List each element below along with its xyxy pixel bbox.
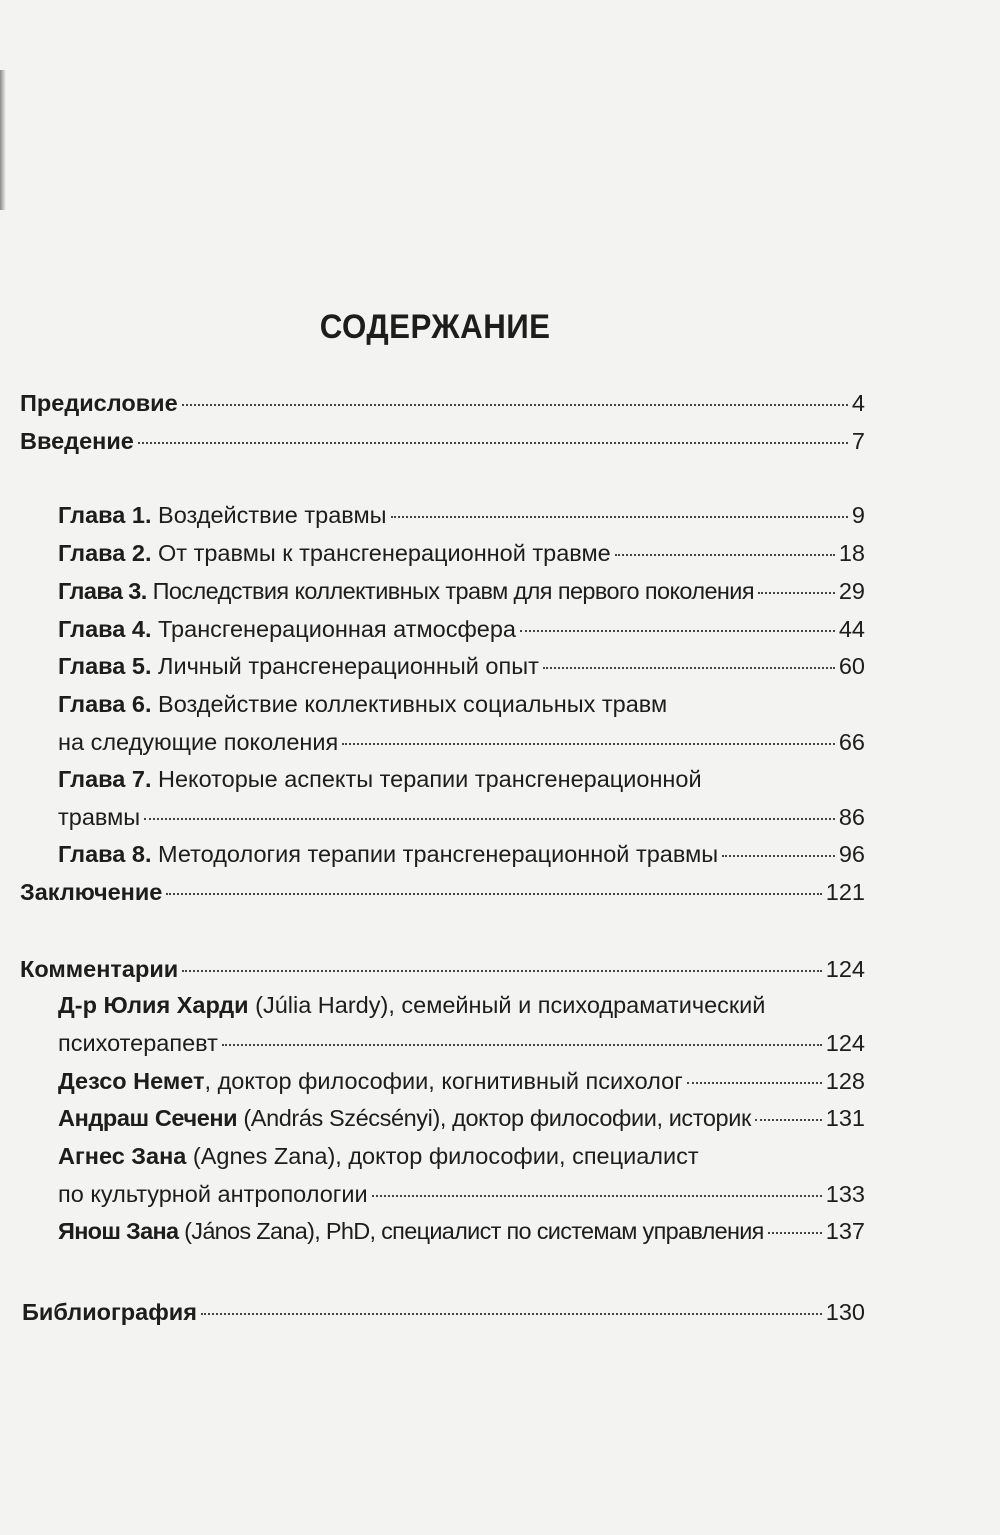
dot-leader	[342, 743, 835, 745]
entry-title: Предисловие	[20, 390, 178, 416]
entry-title: Методология терапии трансгенерационной травмы	[158, 841, 719, 867]
page-number: 133	[825, 1181, 865, 1207]
dot-leader	[138, 442, 848, 444]
page-number: 121	[825, 879, 865, 905]
author-name: Агнес Зана	[58, 1143, 187, 1169]
dot-leader	[182, 404, 848, 406]
author-name: Дезсо Немет	[58, 1068, 205, 1094]
toc-entry-bibliography[interactable]	[22, 1297, 865, 1335]
toc-entry-chapter-8[interactable]	[58, 839, 865, 877]
author-name: Янош Зана	[58, 1218, 179, 1244]
entry-title: (János Zana), PhD, специалист по системам управления	[178, 1218, 764, 1244]
chapter-label: Глава 7.	[58, 766, 152, 792]
page-number: 9	[851, 502, 865, 528]
toc-entry-chapter-4[interactable]	[58, 614, 865, 652]
entry-title: От травмы к трансгенерационной травме	[158, 540, 611, 566]
toc-entry-comment-secheni[interactable]	[58, 1103, 865, 1141]
toc-entry-preface[interactable]	[20, 388, 865, 426]
dot-leader	[768, 1232, 822, 1234]
entry-title: Введение	[20, 428, 134, 454]
entry-title-line-1: (Agnes Zana), доктор философии, специалист	[186, 1143, 699, 1169]
toc-entry-comment-agnes-zana[interactable]	[58, 1141, 865, 1217]
dot-leader	[391, 516, 848, 518]
entry-title: Библиография	[22, 1299, 197, 1325]
chapter-label: Глава 5.	[58, 653, 152, 679]
chapter-label: Глава 8.	[58, 841, 152, 867]
toc-entry-comment-nemet[interactable]	[58, 1066, 865, 1104]
dot-leader	[201, 1313, 822, 1315]
page-title: СОДЕРЖАНИЕ	[319, 308, 551, 346]
toc-entry-introduction[interactable]	[20, 426, 865, 464]
entry-title-line-1: Воздействие коллективных социальных травм	[158, 691, 668, 717]
entry-title: Комментарии	[20, 956, 179, 982]
dot-leader	[144, 818, 835, 820]
page-number: 86	[838, 804, 865, 830]
chapter-label: Глава 4.	[58, 616, 152, 642]
dot-leader	[222, 1044, 822, 1046]
entry-title-line-2: травмы	[58, 804, 141, 830]
page-number: 131	[825, 1105, 865, 1131]
entry-title-line-1: (Júlia Hardy), семейный и психодраматический	[248, 992, 766, 1018]
chapter-label: Глава 3.	[58, 578, 147, 604]
chapter-label: Глава 2.	[58, 540, 152, 566]
toc-entry-chapter-3[interactable]	[58, 576, 865, 614]
entry-title: Воздействие травмы	[158, 502, 387, 528]
page-number: 137	[825, 1218, 865, 1244]
toc-entry-comment-hardy[interactable]	[58, 990, 865, 1066]
page-number: 96	[838, 841, 865, 867]
toc-entry-comment-janos-zana[interactable]	[58, 1216, 865, 1254]
dot-leader	[372, 1195, 822, 1197]
page-number: 60	[838, 653, 865, 679]
page-number: 29	[838, 578, 865, 604]
dot-leader	[758, 592, 835, 594]
entry-title: Заключение	[20, 879, 163, 905]
page-number: 66	[838, 729, 865, 755]
page-number: 7	[851, 428, 865, 454]
entry-title: Трансгенерационная атмосфера	[158, 616, 517, 642]
entry-title: , доктор философии, когнитивный психолог	[204, 1068, 683, 1094]
dot-leader	[520, 630, 835, 632]
toc-entry-comments[interactable]	[20, 954, 865, 992]
page-number: 18	[838, 540, 865, 566]
dot-leader	[615, 554, 835, 556]
dot-leader	[722, 855, 835, 857]
dot-leader	[543, 667, 835, 669]
toc-entry-chapter-6[interactable]	[58, 689, 865, 765]
author-name: Андраш Сечени	[58, 1105, 238, 1131]
dot-leader	[687, 1082, 822, 1084]
page-number: 4	[851, 390, 865, 416]
toc-entry-chapter-7[interactable]	[58, 764, 865, 840]
entry-title-line-2: на следующие поколения	[58, 729, 339, 755]
page-number: 128	[825, 1068, 865, 1094]
entry-title: Личный трансгенерационный опыт	[158, 653, 539, 679]
toc-entry-chapter-2[interactable]	[58, 538, 865, 576]
entry-title: Последствия коллективных травм для первого поколения	[152, 578, 754, 604]
entry-title: (András Szécsényi), доктор философии, историк	[237, 1105, 751, 1131]
dot-leader	[166, 893, 821, 895]
page-number: 44	[838, 616, 865, 642]
dot-leader	[182, 970, 822, 972]
entry-title-line-2: по культурной антропологии	[58, 1181, 368, 1207]
page-number: 130	[825, 1299, 865, 1325]
entry-title-line-2: психотерапевт	[58, 1030, 218, 1056]
page-number: 124	[825, 956, 865, 982]
chapter-label: Глава 1.	[58, 502, 152, 528]
toc-entry-conclusion[interactable]	[20, 877, 865, 915]
toc-entry-chapter-5[interactable]	[58, 651, 865, 689]
chapter-label: Глава 6.	[58, 691, 152, 717]
entry-title-line-1: Некоторые аспекты терапии трансгенерационной	[158, 766, 702, 792]
dot-leader	[755, 1119, 822, 1121]
page-number: 124	[825, 1030, 865, 1056]
toc-entry-chapter-1[interactable]	[58, 500, 865, 538]
author-name: Д-р Юлия Харди	[58, 992, 249, 1018]
